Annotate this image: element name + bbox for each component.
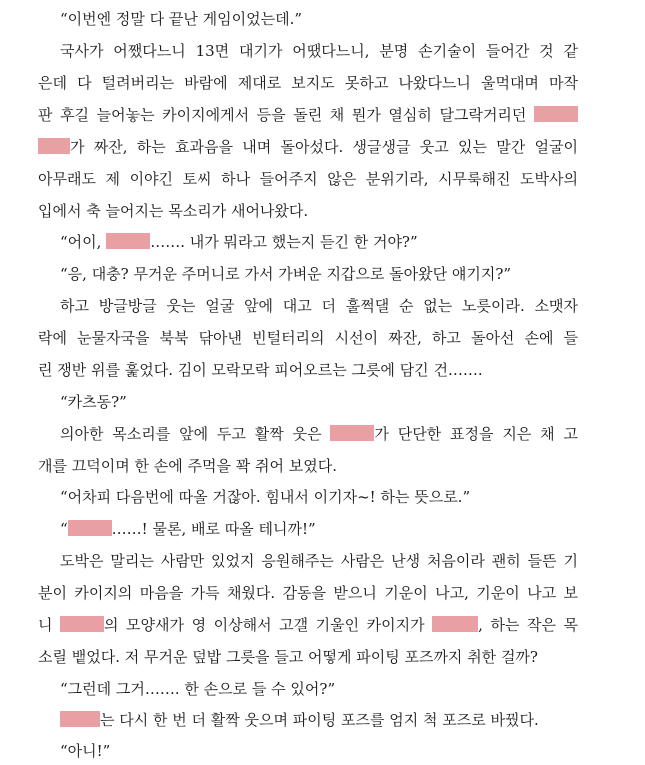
redacted-name-block [106,233,150,249]
paragraph-line [60,293,578,319]
paragraph-line [38,102,578,128]
paragraph-line [60,738,578,764]
paragraph-line [60,261,578,287]
redacted-name-block [60,711,100,727]
text-segment: 가 단단한 표정을 지은 채 고 [374,425,578,443]
paragraph-line [60,421,578,447]
paragraph-line [38,644,578,670]
text-segment: 판 후길 늘어놓는 카이지에게서 등을 돌린 채 뭔가 열심히 달그락거리던 [38,106,534,124]
text-segment: 하고 방글방글 웃는 얼굴 앞에 대고 더 훌쩍댈 순 없는 노릇이라. 소맷자 [60,297,578,315]
text-segment: “그런데 그거……. 한 손으로 들 수 있어?” [60,680,336,698]
redacted-name-block [60,616,104,632]
text-segment: ……. 내가 뭐라고 했는지 듣긴 한 거야?” [150,233,418,251]
paragraph-line [38,580,578,606]
text-segment: 의 모양새가 영 이상해서 고갤 기울인 카이지가 [104,616,433,634]
text-segment: 가 짜잔, 하는 효과음을 내며 돌아섰다. 생글생글 웃고 있는 말간 얼굴이 [70,138,578,156]
paragraph-line [38,453,578,479]
text-segment: “아니!” [60,742,111,760]
paragraph-line [60,484,578,510]
redacted-name-block [432,616,478,632]
paragraph-line [60,6,578,32]
text-segment: 락에 눈물자국을 북북 닦아낸 빈털터리의 시선이 짜잔, 하고 돌아선 손에 들 [38,329,578,347]
text-segment: 분이 카이지의 마음을 가득 채웠다. 감동을 받으니 기운이 나고, 기운이 나고 보 [38,584,578,602]
text-segment: 개를 끄덕이며 한 손에 주먹을 꽉 쥐어 보였다. [38,457,337,475]
text-segment: 입에서 축 늘어지는 목소리가 새어나왔다. [38,202,309,220]
paragraph-line [60,676,578,702]
text-segment: “이번엔 정말 다 끝난 게임이었는데.” [60,10,303,28]
paragraph-line [38,134,578,160]
text-segment: “카츠동?” [60,393,127,411]
paragraph-line [38,70,578,96]
redacted-name-block [38,138,70,154]
paragraph-line [60,548,578,574]
text-segment: “어차피 다음번에 따올 거잖아. 힘내서 이기자~! 하는 뜻으로.” [60,488,471,506]
text-segment: 니 [38,616,61,634]
text-segment: , 하는 작은 목 [478,616,578,634]
paragraph-line [60,38,578,64]
text-segment: 아무래도 제 이야긴 토씨 하나 들어주지 않은 분위기라, 시무룩해진 도박사의 [38,170,578,188]
paragraph-line [38,357,578,383]
text-segment: 의아한 목소리를 앞에 두고 활짝 웃은 [60,425,331,443]
paragraph-line [60,229,578,255]
paragraph-line [38,325,578,351]
text-segment: “어이, [60,233,107,251]
redacted-name-block [534,106,578,122]
paragraph-line [60,707,578,733]
text-segment: 소릴 뱉었다. 저 무거운 덮밥 그릇을 들고 어떻게 파이팅 포즈까지 취한 걸까? [38,648,538,666]
paragraph-line [38,166,578,192]
paragraph-line [60,516,578,542]
redacted-name-block [330,425,374,441]
redacted-name-block [68,520,112,536]
text-segment: 은데 다 털려버리는 바람에 제대로 보지도 못하고 나왔다느니 울먹대며 마작 [38,74,578,92]
text-segment: 린 쟁반 위를 훑었다. 김이 모락모락 피어오르는 그릇에 담긴 건……. [38,361,483,379]
text-segment: “응, 대충? 무거운 주머니로 가서 가벼운 지갑으로 돌아왔단 얘기지?” [60,265,512,283]
text-segment: ……! 물론, 배로 따올 테니까!” [111,520,316,538]
paragraph-line [38,198,578,224]
text-segment: 국사가 어쨌다느니 13면 대기가 어땠다느니, 분명 손기술이 들어간 것 같 [60,42,578,60]
paragraph-line [60,389,578,415]
paragraph-line [38,612,578,638]
text-segment: “ [60,520,68,538]
text-segment: 도박은 말리는 사람만 있었지 응원해주는 사람은 난생 처음이라 괜히 들뜬 기 [60,552,578,570]
text-segment: 는 다시 한 번 더 활짝 웃으며 파이팅 포즈를 엄지 척 포즈로 바꿨다. [100,711,539,729]
